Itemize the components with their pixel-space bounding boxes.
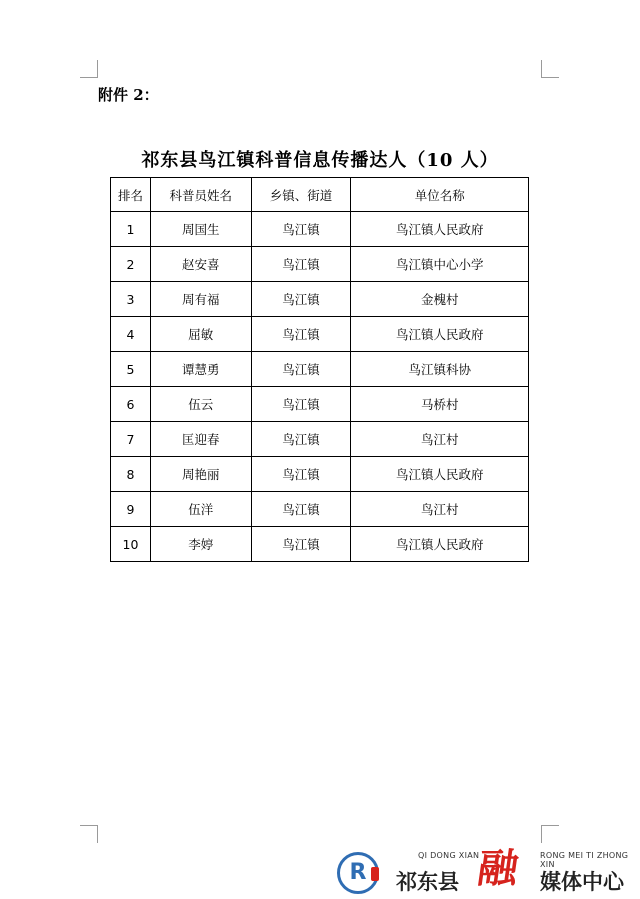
- cell-town: 鸟江镇: [251, 422, 351, 457]
- cell-town: 鸟江镇: [251, 317, 351, 352]
- table-row: [111, 457, 529, 492]
- crop-mark-bottom-right: [541, 825, 559, 843]
- cell-rank: 10: [111, 527, 151, 562]
- cell-name: 周国生: [150, 212, 251, 247]
- cell-unit: 鸟江镇人民政府: [351, 212, 529, 247]
- table-row: [111, 492, 529, 527]
- table-row: [111, 317, 529, 352]
- cell-rank: 8: [111, 457, 151, 492]
- table-row: [111, 247, 529, 282]
- crop-mark-top-right: [541, 60, 559, 78]
- roster-table: [110, 177, 529, 562]
- table-row: [111, 352, 529, 387]
- footer-rong-character: 融: [474, 845, 522, 892]
- cell-town: 鸟江镇: [251, 212, 351, 247]
- column-header-town: 乡镇、街道: [251, 178, 351, 212]
- cell-unit: 鸟江镇人民政府: [351, 527, 529, 562]
- table-row: [111, 527, 529, 562]
- cell-name: 李婷: [150, 527, 251, 562]
- cell-town: 鸟江镇: [251, 282, 351, 317]
- cell-town: 鸟江镇: [251, 527, 351, 562]
- cell-unit: 鸟江镇人民政府: [351, 457, 529, 492]
- cell-rank: 9: [111, 492, 151, 527]
- document-title: 祁东县鸟江镇科普信息传播达人（10 人）: [141, 150, 499, 171]
- cell-name: 匡迎春: [150, 422, 251, 457]
- cell-name: 周有福: [150, 282, 251, 317]
- cell-unit: 马桥村: [351, 387, 529, 422]
- table-row: [111, 422, 529, 457]
- cell-town: 鸟江镇: [251, 352, 351, 387]
- cell-name: 屈敏: [150, 317, 251, 352]
- cell-unit: 鸟江镇中心小学: [351, 247, 529, 282]
- cell-name: 伍洋: [150, 492, 251, 527]
- cell-rank: 3: [111, 282, 151, 317]
- cell-rank: 4: [111, 317, 151, 352]
- crop-mark-bottom-left: [80, 825, 98, 843]
- column-header-unit: 单位名称: [351, 178, 529, 212]
- cell-unit: 鸟江镇人民政府: [351, 317, 529, 352]
- table-row: [111, 282, 529, 317]
- cell-rank: 7: [111, 422, 151, 457]
- cell-name: 伍云: [150, 387, 251, 422]
- cell-name: 赵安喜: [150, 247, 251, 282]
- cell-town: 鸟江镇: [251, 387, 351, 422]
- footer-center-name: 媒体中心: [540, 870, 624, 894]
- attachment-label: 附件 2：: [98, 86, 159, 104]
- cell-name: 谭慧勇: [150, 352, 251, 387]
- footer-place-name: 祁东县: [396, 870, 459, 894]
- cell-unit: 鸟江村: [351, 422, 529, 457]
- column-header-name: 科普员姓名: [150, 178, 251, 212]
- pinyin-left: QI DONG XIAN: [418, 851, 480, 860]
- cell-unit: 金槐村: [351, 282, 529, 317]
- column-header-rank: 排名: [111, 178, 151, 212]
- crop-mark-top-left: [80, 60, 98, 78]
- cell-name: 周艳丽: [150, 457, 251, 492]
- media-center-footer: [0, 845, 640, 899]
- cell-rank: 5: [111, 352, 151, 387]
- pinyin-right: RONG MEI TI ZHONG XIN: [540, 851, 629, 869]
- cell-rank: 1: [111, 212, 151, 247]
- media-logo-icon: [337, 852, 379, 894]
- table-row: [111, 387, 529, 422]
- logo-letter: R: [349, 860, 367, 885]
- cell-unit: 鸟江镇科协: [351, 352, 529, 387]
- cell-town: 鸟江镇: [251, 492, 351, 527]
- cell-unit: 鸟江村: [351, 492, 529, 527]
- cell-town: 鸟江镇: [251, 457, 351, 492]
- table-row: [111, 212, 529, 247]
- cell-rank: 6: [111, 387, 151, 422]
- cell-town: 鸟江镇: [251, 247, 351, 282]
- table-header-row: [111, 178, 529, 212]
- cell-rank: 2: [111, 247, 151, 282]
